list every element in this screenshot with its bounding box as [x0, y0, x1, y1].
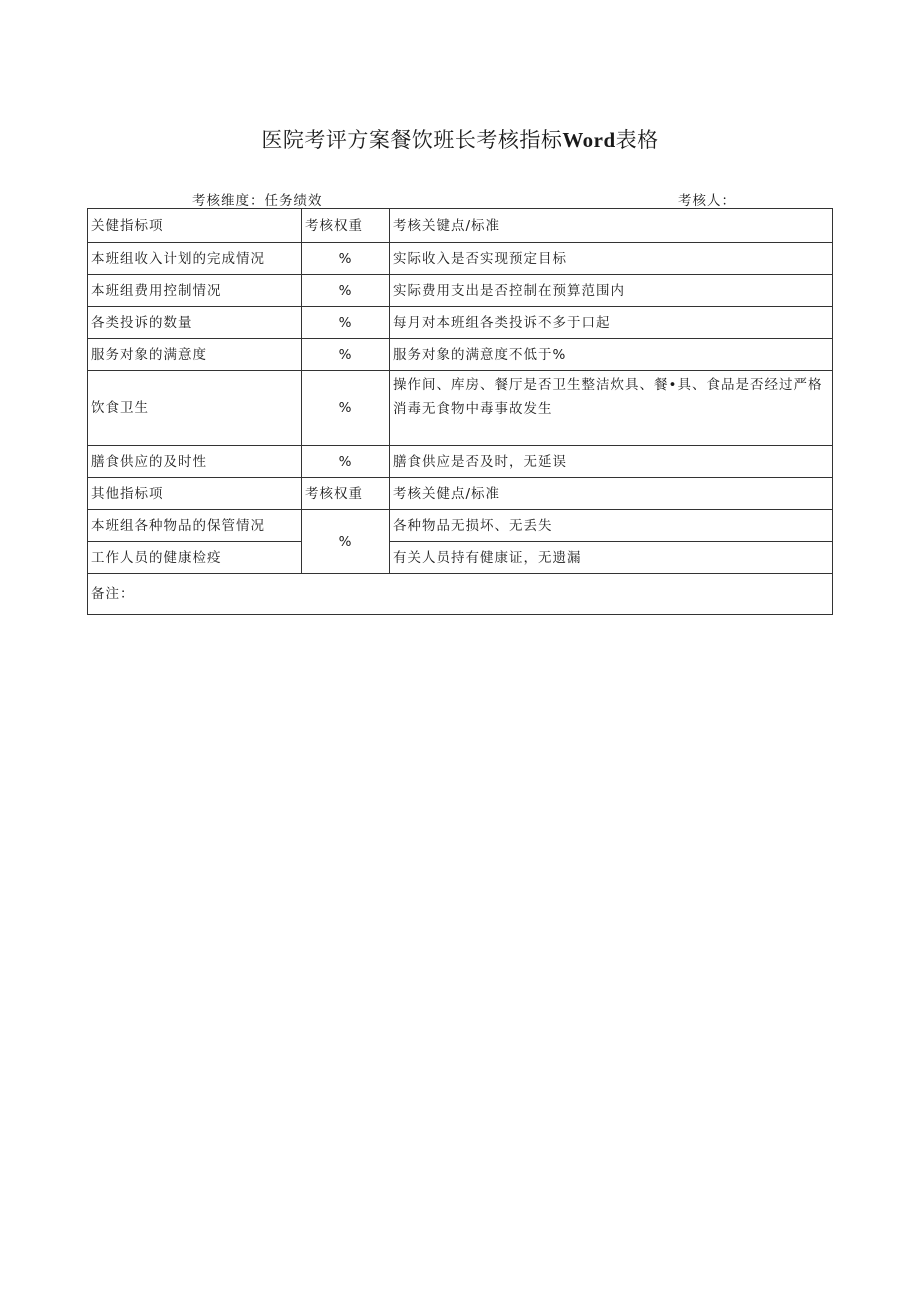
table-row: [88, 510, 833, 542]
other-header-weight: 考核权重: [302, 478, 390, 510]
row-item: 本班组各种物品的保管情况: [88, 510, 302, 542]
row-standard: 操作间、库房、餐厅是否卫生整洁炊具、餐•具、食品是否经过严格消毒无食物中毒事故发生: [390, 371, 833, 446]
row-standard: 每月对本班组各类投诉不多于口起: [390, 307, 833, 339]
table-row: [88, 371, 833, 446]
table-row: [88, 243, 833, 275]
table-row: [88, 339, 833, 371]
table-row: [88, 275, 833, 307]
row-item: 本班组收入计划的完成情况: [88, 243, 302, 275]
title-suffix: 表格: [615, 128, 659, 152]
header-standard: 考核关键点/标准: [390, 209, 833, 243]
title-text: 医院考评方案餐饮班长考核指标: [261, 128, 563, 152]
remark-cell: 备注：: [88, 574, 833, 615]
remark-row: [88, 574, 833, 615]
header-weight: 考核权重: [302, 209, 390, 243]
row-weight: %: [302, 275, 390, 307]
assessment-dimension: 考核维度：任务绩效: [192, 193, 323, 209]
table-row: [88, 307, 833, 339]
row-standard: 实际费用支出是否控制在预算范围内: [390, 275, 833, 307]
other-header-standard: 考核关健点/标准: [390, 478, 833, 510]
table-header-row: [88, 209, 833, 243]
row-item: 工作人员的健康检疫: [88, 542, 302, 574]
row-item: 服务对象的满意度: [88, 339, 302, 371]
table-row: [88, 446, 833, 478]
page-title: [0, 124, 920, 154]
row-weight: %: [302, 371, 390, 446]
kpi-table: [87, 208, 833, 615]
row-item: 膳食供应的及时性: [88, 446, 302, 478]
other-header-row: [88, 478, 833, 510]
table-row: [88, 542, 833, 574]
row-standard: 实际收入是否实现预定目标: [390, 243, 833, 275]
title-word: Word: [562, 128, 616, 152]
row-weight: %: [302, 307, 390, 339]
row-standard: 膳食供应是否及时，无延误: [390, 446, 833, 478]
other-header-item: 其他指标项: [88, 478, 302, 510]
assessor-label: 考核人：: [678, 193, 736, 209]
row-weight: %: [302, 339, 390, 371]
row-weight: %: [302, 446, 390, 478]
row-standard: 服务对象的满意度不低于%: [390, 339, 833, 371]
header-item: 关健指标项: [88, 209, 302, 243]
row-standard: 有关人员持有健康证，无遗漏: [390, 542, 833, 574]
row-weight: %: [302, 243, 390, 275]
row-item: 各类投诉的数量: [88, 307, 302, 339]
row-item: 饮食卫生: [88, 371, 302, 446]
row-item: 本班组费用控制情况: [88, 275, 302, 307]
other-weight: %: [302, 510, 390, 574]
row-standard: 各种物品无损坏、无丢失: [390, 510, 833, 542]
